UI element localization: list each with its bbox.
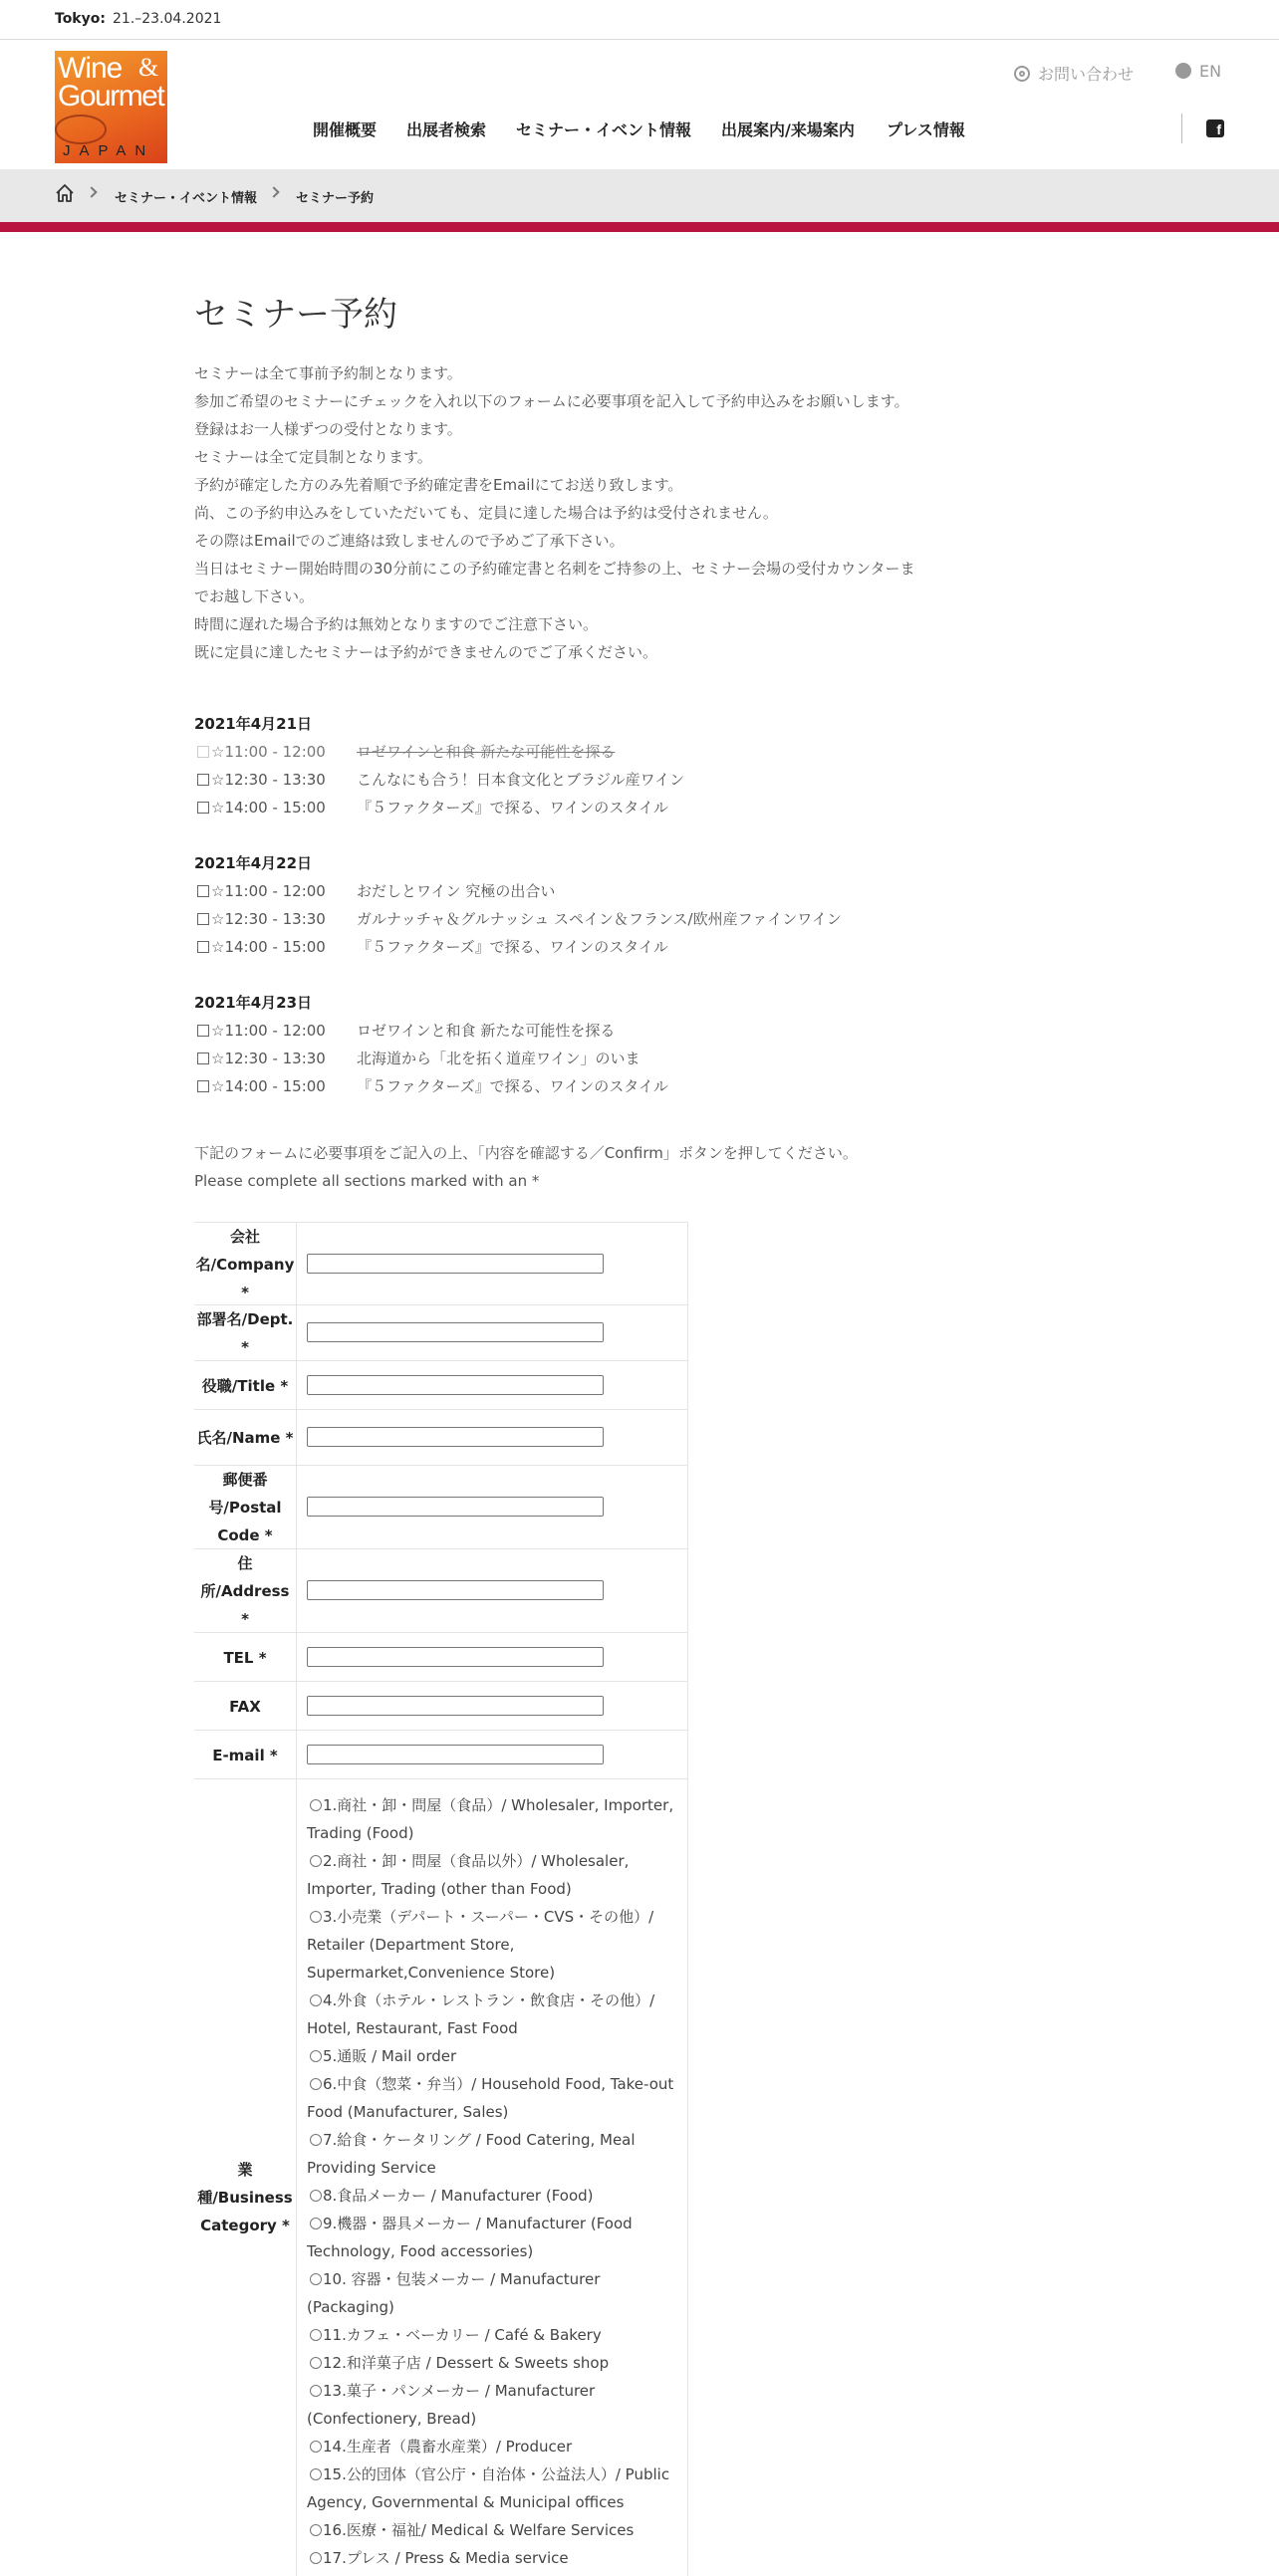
form-row-tel — [194, 1633, 688, 1682]
radio-button[interactable] — [310, 1994, 322, 2006]
seminar-title: 『５ファクターズ』で探る、ワインのスタイル — [357, 938, 668, 956]
seminar-time: ☆12:30 - 13:30 — [211, 910, 326, 928]
chevron-right-icon — [268, 186, 279, 197]
seminar-title: ガルナッチャ＆グルナッシュ スペイン＆フランス/欧州産ファインワイン — [357, 910, 842, 928]
field-label: 郵便番号/Postal Code * — [208, 1471, 282, 1544]
radio-button[interactable] — [310, 2385, 322, 2397]
business-option[interactable] — [307, 2070, 685, 2126]
radio-button[interactable] — [310, 2468, 322, 2480]
intro-line: 既に定員に達したセミナーは予約ができませんのでご了承ください。 — [194, 643, 658, 661]
field-label: 氏名/Name * — [196, 1429, 294, 1447]
business-option[interactable] — [307, 1987, 685, 2042]
business-option[interactable] — [307, 2042, 685, 2070]
business-option[interactable] — [307, 2210, 685, 2265]
radio-button[interactable] — [310, 2078, 322, 2090]
facebook-icon[interactable]: f — [1206, 119, 1224, 137]
radio-button[interactable] — [310, 2329, 322, 2341]
field-cell — [296, 1633, 688, 1682]
registration-form — [194, 1222, 688, 2576]
seminar-day — [194, 989, 931, 1100]
seminar-checkbox[interactable] — [197, 941, 209, 953]
field-label: 住所/Address * — [200, 1554, 290, 1628]
seminar-title: こんなにも合う！日本食文化とブラジル産ワイン — [357, 771, 685, 789]
seminar-date: 2021年4月21日 — [194, 715, 313, 733]
business-option[interactable] — [307, 2377, 685, 2433]
email-input[interactable] — [307, 1745, 604, 1764]
event-city: Tokyo: — [55, 11, 106, 27]
seminar-option[interactable] — [194, 933, 931, 961]
radio-button[interactable] — [310, 2357, 322, 2369]
field-cell — [296, 1682, 688, 1731]
at-icon — [1014, 66, 1030, 82]
seminar-title: 北海道から「北を拓く道産ワイン」のいま — [357, 1050, 640, 1067]
seminar-date: 2021年4月22日 — [194, 854, 313, 872]
breadcrumb — [0, 169, 1279, 222]
nav-seminar-events[interactable] — [516, 117, 691, 141]
fax-input[interactable] — [307, 1696, 604, 1716]
field-label: E-mail * — [212, 1746, 278, 1764]
radio-button[interactable] — [310, 2524, 322, 2536]
nav-exhibit-visit-info-label[interactable]: 出展案内/来場案内 — [721, 120, 855, 139]
top-bar — [0, 0, 1279, 40]
wine-gourmet-logo[interactable] — [55, 51, 167, 163]
business-option[interactable] — [307, 2126, 685, 2182]
intro-text — [194, 359, 921, 666]
nav-exhibitor-search-label[interactable]: 出展者検索 — [406, 120, 487, 139]
nav-divider — [1181, 114, 1182, 143]
form-row-name — [194, 1410, 688, 1466]
intro-line: 時間に遅れた場合予約は無効となりますのでご注意下さい。 — [194, 615, 599, 633]
seminar-option[interactable] — [194, 1045, 931, 1072]
radio-button[interactable] — [310, 2190, 322, 2202]
company-input[interactable] — [307, 1254, 604, 1274]
contact-link[interactable] — [1014, 62, 1134, 85]
breadcrumb-seminar-events[interactable]: セミナー・イベント情報 — [115, 191, 258, 206]
seminar-checkbox[interactable] — [197, 1053, 209, 1064]
form-row-postal — [194, 1466, 688, 1549]
business-option-label: 11.カフェ・ベーカリー / Café & Bakery — [323, 2326, 602, 2344]
nav-press[interactable] — [887, 117, 965, 141]
seminar-checkbox[interactable] — [197, 1080, 209, 1092]
radio-button[interactable] — [310, 2050, 322, 2062]
seminar-time: ☆14:00 - 15:00 — [211, 799, 326, 817]
business-option-label: 8.食品メーカー / Manufacturer (Food) — [323, 2187, 594, 2205]
nav-overview[interactable] — [313, 117, 377, 141]
seminar-checkbox[interactable] — [197, 774, 209, 786]
nav-exhibit-visit-info[interactable] — [721, 117, 855, 141]
postal-code-input[interactable] — [307, 1497, 604, 1517]
nav-overview-label[interactable]: 開催概要 — [313, 120, 378, 139]
intro-line: セミナーは全て定員制となります。 — [194, 448, 432, 466]
business-option[interactable] — [307, 2349, 685, 2377]
business-category-options — [307, 1791, 685, 2572]
business-option[interactable] — [307, 2460, 685, 2516]
seminar-checkbox[interactable] — [197, 1025, 209, 1037]
field-label: 部署名/Dept. * — [196, 1310, 294, 1356]
business-option[interactable] — [307, 2516, 685, 2544]
seminar-time: ☆12:30 - 13:30 — [211, 1050, 326, 1067]
form-row-title — [194, 1361, 688, 1410]
chevron-right-icon — [86, 186, 97, 197]
business-option[interactable] — [307, 2433, 685, 2460]
intro-line: その際はEmailでのご連絡は致しませんので予めご了承下さい。 — [194, 532, 625, 550]
form-row-company — [194, 1222, 688, 1305]
logo-word-wine: Wine — [58, 52, 123, 85]
intro-line: セミナーは全て事前予約制となります。 — [194, 364, 462, 382]
field-cell — [296, 1549, 688, 1633]
seminar-option[interactable] — [194, 905, 931, 933]
form-row-address — [194, 1549, 688, 1633]
seminar-date: 2021年4月23日 — [194, 994, 313, 1012]
language-switch[interactable] — [1175, 62, 1221, 81]
business-option-label: 13.菓子・パンメーカー / Manufacturer (Confectionery, Bread) — [307, 2382, 596, 2428]
nav-seminar-events-label[interactable]: セミナー・イベント情報 — [516, 120, 692, 139]
form-row-email — [194, 1731, 688, 1779]
field-cell — [296, 1779, 688, 2576]
business-option-label: 1.商社・卸・問屋（食品）/ Wholesaler, Importer, Trading (Food) — [307, 1796, 674, 1842]
business-option[interactable] — [307, 2321, 685, 2349]
radio-button[interactable] — [310, 1911, 322, 1923]
seminar-option[interactable] — [194, 794, 931, 821]
tel-input[interactable] — [307, 1647, 604, 1667]
event-date: 21.–23.04.2021 — [113, 11, 222, 27]
business-option[interactable] — [307, 1847, 685, 1903]
seminar-option[interactable] — [194, 1072, 931, 1100]
business-option-label: 9.機器・器具メーカー / Manufacturer (Food Technology, Food accessories) — [307, 2215, 633, 2260]
nav-exhibitor-search[interactable] — [406, 117, 486, 141]
nav-press-label[interactable]: プレス情報 — [887, 120, 965, 139]
field-label: 役職/Title * — [201, 1376, 289, 1395]
business-option[interactable] — [307, 1903, 685, 1987]
radio-button[interactable] — [310, 2273, 322, 2285]
seminar-checkbox[interactable] — [197, 802, 209, 814]
home-icon[interactable] — [55, 183, 75, 203]
business-option-label: 5.通販 / Mail order — [323, 2047, 457, 2065]
form-row-fax — [194, 1682, 688, 1731]
page-title: セミナー予約 — [194, 295, 397, 335]
language-label: EN — [1199, 62, 1222, 81]
business-option[interactable] — [307, 1791, 685, 1847]
seminar-day — [194, 849, 931, 961]
seminar-title: 『５ファクターズ』で探る、ワインのスタイル — [357, 1077, 668, 1095]
seminar-option[interactable] — [194, 877, 931, 905]
field-cell — [296, 1731, 688, 1779]
intro-line: 尚、この予約申込みをしていただいても、定員に達した場合は予約は受付されません。 — [194, 504, 778, 522]
business-option-label: 14.生産者（農畜水産業）/ Producer — [323, 2438, 573, 2456]
logo-ampersand: & — [138, 53, 159, 82]
seminar-option — [194, 738, 931, 766]
field-label: 業種/Business Category * — [197, 2161, 293, 2234]
seminar-title: ロゼワインと和食 新たな可能性を探る — [357, 743, 616, 761]
seminar-time: ☆11:00 - 12:00 — [211, 1022, 326, 1040]
globe-icon — [1175, 63, 1191, 79]
intro-line: 予約が確定した方のみ先着順で予約確定書をEmailにてお送り致します。 — [194, 476, 683, 494]
business-option-label: 4.外食（ホテル・レストラン・飲食店・その他）/ Hotel, Restaurant, Fast Food — [307, 1991, 655, 2037]
instruction-line: 下記のフォームに必要事項をご記入の上、「内容を確認する／Confirm」ボタンを押してください。 — [194, 1144, 858, 1162]
business-option-label: 6.中食（惣菜・弁当）/ Household Food, Take-out Food (Manufacturer, Sales) — [307, 2075, 674, 2121]
form-row-business-category — [194, 1779, 688, 2576]
radio-button[interactable] — [310, 2552, 322, 2564]
logo-ring-graphic — [55, 115, 107, 144]
business-option[interactable] — [307, 2544, 685, 2572]
logo-word-japan: JAPAN — [63, 142, 155, 159]
dept-input[interactable] — [307, 1322, 604, 1342]
seminar-title: おだしとワイン 究極の出合い — [357, 882, 556, 900]
radio-button[interactable] — [310, 1855, 322, 1867]
radio-button[interactable] — [310, 2218, 322, 2229]
seminar-time: ☆14:00 - 15:00 — [211, 1077, 326, 1095]
form-row-dept — [194, 1305, 688, 1361]
business-option-label: 12.和洋菓子店 / Dessert & Sweets shop — [323, 2354, 610, 2372]
site-header — [0, 40, 1279, 169]
intro-line: 参加ご希望のセミナーにチェックを入れ以下のフォームに必要事項を記入して予約申込みをお願いします。 — [194, 392, 909, 410]
name-input[interactable] — [307, 1427, 604, 1447]
business-option-label: 15.公的団体（官公庁・自治体・公益法人）/ Public Agency, Governmental & Municipal offices — [307, 2465, 670, 2511]
business-option-label: 2.商社・卸・問屋（食品以外）/ Wholesaler, Importer, Trading (other than Food) — [307, 1852, 630, 1898]
seminar-time: ☆12:30 - 13:30 — [211, 771, 326, 789]
field-cell — [296, 1223, 688, 1306]
seminar-option[interactable] — [194, 766, 931, 794]
business-option-label: 16.医療・福祉/ Medical & Welfare Services — [323, 2521, 635, 2539]
field-label: TEL * — [223, 1648, 267, 1667]
radio-button[interactable] — [310, 1799, 322, 1811]
seminar-checkbox[interactable] — [197, 913, 209, 925]
seminar-title: ロゼワインと和食 新たな可能性を探る — [357, 1022, 616, 1040]
business-option-label: 10. 容器・包装メーカー / Manufacturer (Packaging) — [307, 2270, 601, 2316]
seminar-checkbox[interactable] — [197, 885, 209, 897]
field-cell — [296, 1305, 688, 1361]
instruction-line: Please complete all sections marked with an * — [194, 1172, 540, 1190]
field-label: 会社名/Company * — [195, 1228, 295, 1301]
intro-line: 当日はセミナー開始時間の30分前にこの予約確定書と名刺をご持参の上、セミナー会場の受付カウンターまでお越し下さい。 — [194, 560, 915, 605]
radio-button[interactable] — [310, 2134, 322, 2146]
field-label: FAX — [229, 1697, 261, 1716]
logo-word-gourmet: Gourmet — [58, 80, 164, 113]
seminar-time: ☆11:00 - 12:00 — [211, 882, 326, 900]
radio-button[interactable] — [310, 2441, 322, 2453]
business-option[interactable] — [307, 2265, 685, 2321]
address-input[interactable] — [307, 1580, 604, 1600]
business-option-label: 3.小売業（デパート・スーパー・CVS・その他）/ Retailer (Department Store, Supermarket,Convenience Store) — [307, 1908, 654, 1982]
seminar-time: ☆14:00 - 15:00 — [211, 938, 326, 956]
title-input[interactable] — [307, 1375, 604, 1395]
seminar-checkbox — [197, 746, 209, 758]
breadcrumb-current: セミナー予約 — [296, 191, 375, 206]
seminar-option[interactable] — [194, 1017, 931, 1045]
intro-line: 登録はお一人様ずつの受付となります。 — [194, 420, 462, 438]
contact-label: お問い合わせ — [1038, 65, 1135, 84]
business-option-label: 17.プレス / Press & Media service — [323, 2549, 569, 2567]
business-option-label: 7.給食・ケータリング / Food Catering, Meal Providing Service — [307, 2131, 636, 2177]
seminar-day — [194, 710, 931, 821]
accent-bar — [0, 222, 1279, 232]
business-option[interactable] — [307, 2182, 685, 2210]
seminar-title: 『５ファクターズ』で探る、ワインのスタイル — [357, 799, 668, 817]
form-instructions — [194, 1139, 931, 1195]
field-cell — [296, 1361, 688, 1410]
field-cell — [296, 1466, 688, 1549]
seminar-time: ☆11:00 - 12:00 — [211, 743, 326, 761]
field-cell — [296, 1410, 688, 1466]
